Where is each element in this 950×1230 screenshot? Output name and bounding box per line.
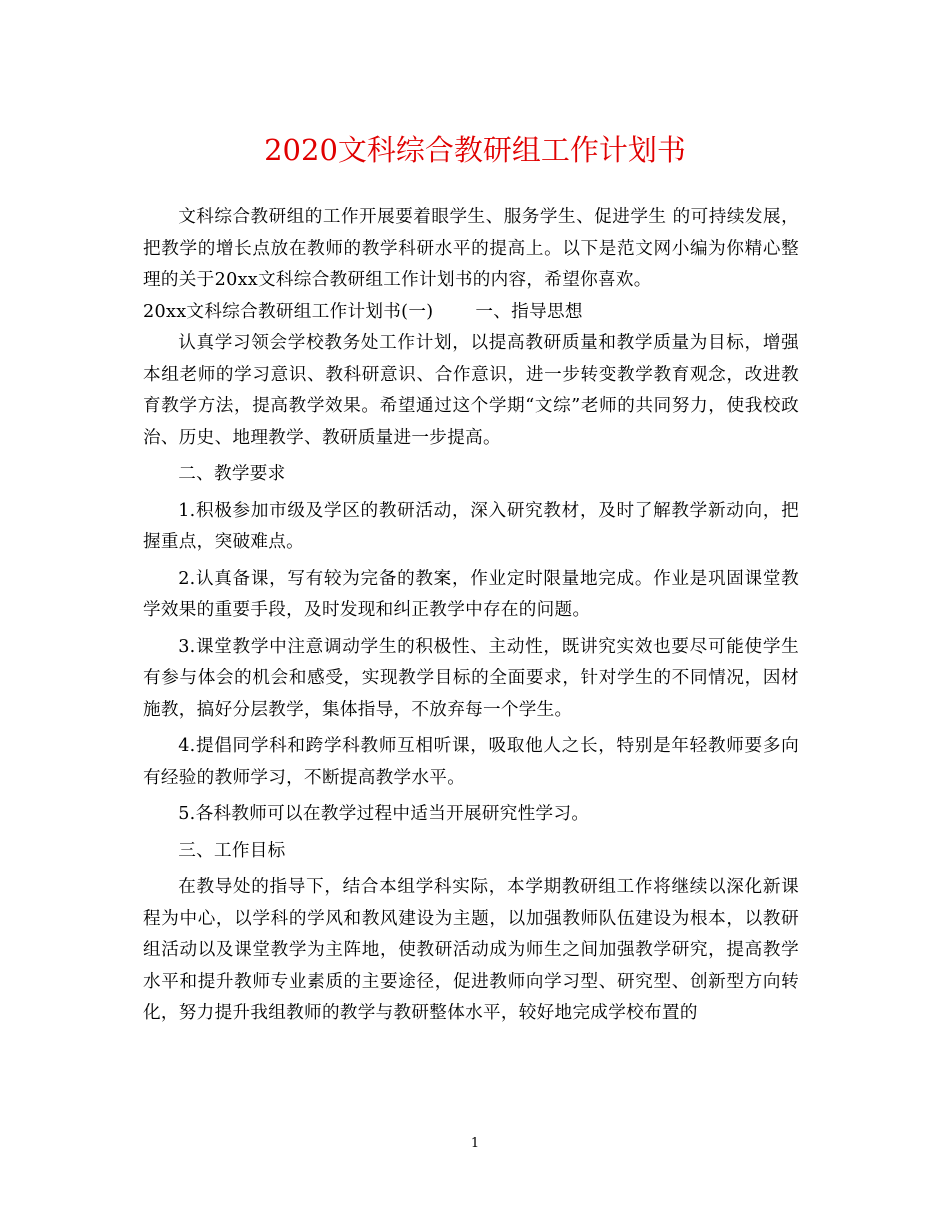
intro-paragraph: 文科综合教研组的工作开展要着眼学生、服务学生、促进学生 的可持续发展，把教学的增长点放在教师的教学科研水平的提高上。以下是范文网小编为你精心整理的关于20xx文科综合教研组工作计划书的内容，希望你喜欢。 [143, 207, 799, 290]
heading-work-goals: 三、工作目标 [178, 840, 286, 861]
section-title: 20xx文科综合教研组工作计划书(一) [143, 301, 434, 322]
requirement-item-3: 3.课堂教学中注意调动学生的积极性、主动性，既讲究实效也要尽可能使学生有参与体会的机会和感受，实现教学目标的全面要求，针对学生的不同情况，因材施教，搞好分层教学，集体指导，不放弃每一个学生。 [143, 636, 799, 720]
guiding-thought-paragraph: 认真学习领会学校教务处工作计划，以提高教研质量和教学质量为目标，增强本组老师的学习意识、教科研意识、合作意识，进一步转变教学教育观念，改进教育教学方法，提高教学效果。希望通过这个学期“文综”老师的共同努力，使我校政治、历史、地理教学、教研质量进一步提高。 [143, 333, 799, 448]
heading-teaching-requirements: 二、教学要求 [178, 464, 286, 484]
page-number: 1 [470, 1136, 480, 1151]
heading-guiding-thought: 一、指导思想 [475, 301, 583, 322]
document-body [143, 202, 799, 1030]
requirement-item-2: 2.认真备课，写有较为完备的教案，作业定时限量地完成。作业是巩固课堂教学效果的重要手段，及时发现和纠正教学中存在的问题。 [143, 568, 799, 620]
requirement-item-5: 5.各科教师可以在教学过程中适当开展研究性学习。 [178, 804, 590, 824]
requirement-item-1: 1.积极参加市级及学区的教研活动，深入研究教材，及时了解教学新动向，把握重点，突破难点。 [143, 500, 799, 552]
requirement-item-4: 4.提倡同学科和跨学科教师互相听课，吸取他人之长，特别是年轻教师要多向有经验的教师学习，不断提高教学水平。 [143, 736, 799, 788]
document-title: 2020文科综合教研组工作计划书 [264, 133, 686, 167]
section-heading-line [143, 297, 799, 329]
work-goals-paragraph: 在教导处的指导下，结合本组学科实际，本学期教研组工作将继续以深化新课程为中心，以学科的学风和教风建设为主题，以加强教师队伍建设为根本，以教研组活动以及课堂教学为主阵地，使教研活动成为师生之间加强教学研究，提高教学水平和提升教师专业素质的主要途径，促进教师向学习型、研究型、创新型方向转化，努力提升我组教师的教学与教研整体水平，较好地完成学校布置的 [143, 877, 799, 1023]
